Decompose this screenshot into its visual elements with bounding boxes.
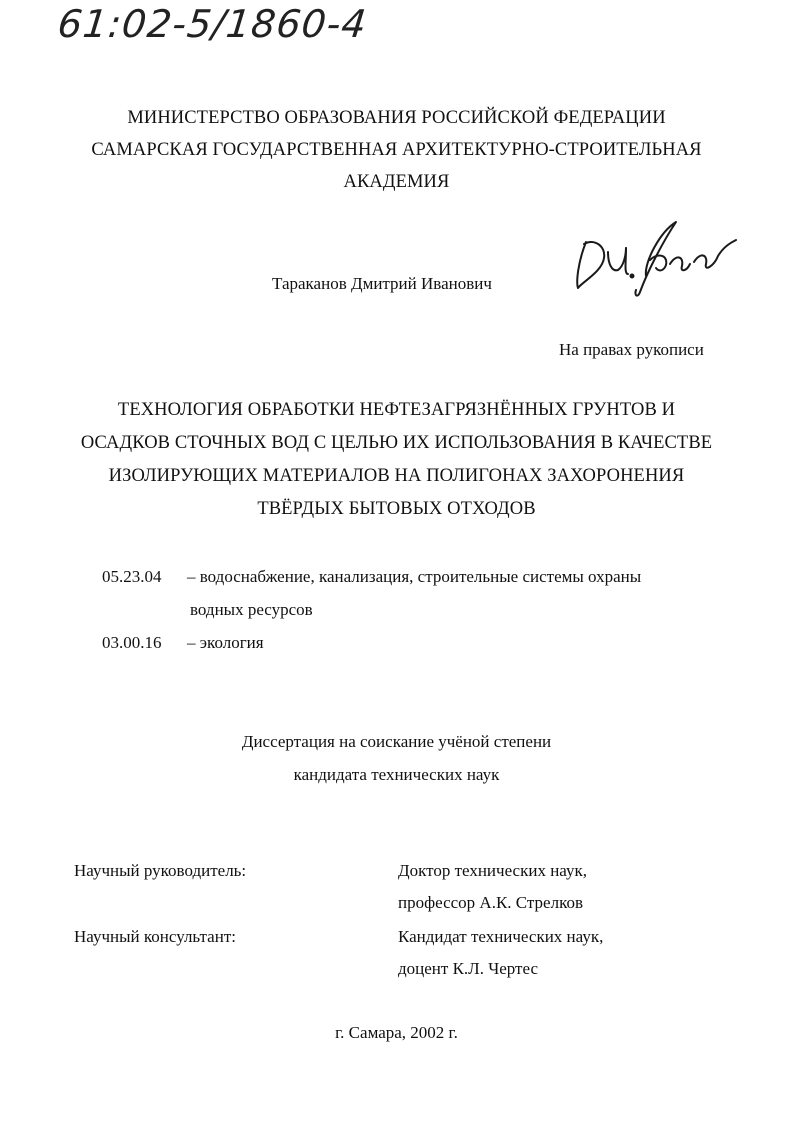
institution-line-1: МИНИСТЕРСТВО ОБРАЗОВАНИЯ РОССИЙСКОЙ ФЕДЕРАЦИИ [127,108,666,128]
institution-line-3: АКАДЕМИЯ [343,172,450,192]
degree-line-2: кандидата технических наук [293,765,500,784]
title-line-1: ТЕХНОЛОГИЯ ОБРАБОТКИ НЕФТЕЗАГРЯЗНЁННЫХ ГРУНТОВ И [117,400,676,420]
title-line-2: ОСАДКОВ СТОЧНЫХ ВОД С ЦЕЛЬЮ ИХ ИСПОЛЬЗОВАНИЯ В КАЧЕСТВЕ [80,433,713,453]
place-year: г. Самара, 2002 г. [335,1023,458,1042]
title-line-4: ТВЁРДЫХ БЫТОВЫХ ОТХОДОВ [257,499,536,519]
institution-line-2: САМАРСКАЯ ГОСУДАРСТВЕННАЯ АРХИТЕКТУРНО-СТРОИТЕЛЬНАЯ [91,140,702,160]
supervisor-name: профессор А.К. Стрелков [398,893,583,912]
archive-code: 61:02-5/1860-4 [55,2,370,46]
supervisor-label: Научный руководитель: [74,861,247,880]
supervisor-title: Доктор технических наук, [398,861,587,880]
specialty-description: – водоснабжение, канализация, строительные системы охраны [187,567,642,586]
author-signature [568,212,748,302]
manuscript-note: На правах рукописи [559,340,704,359]
consultant-name: доцент К.Л. Чертес [398,959,539,978]
degree-line-1: Диссертация на соискание учёной степени [241,732,552,751]
specialty-description: – экология [187,633,264,652]
specialty-code: 03.00.16 [102,633,162,652]
specialty-description-cont: водных ресурсов [190,600,313,619]
specialty-code: 05.23.04 [102,567,162,586]
consultant-title: Кандидат технических наук, [398,927,604,946]
author-name: Тараканов Дмитрий Иванович [272,274,492,293]
consultant-label: Научный консультант: [74,927,236,946]
title-line-3: ИЗОЛИРУЮЩИХ МАТЕРИАЛОВ НА ПОЛИГОНАХ ЗАХОРОНЕНИЯ [108,466,685,486]
